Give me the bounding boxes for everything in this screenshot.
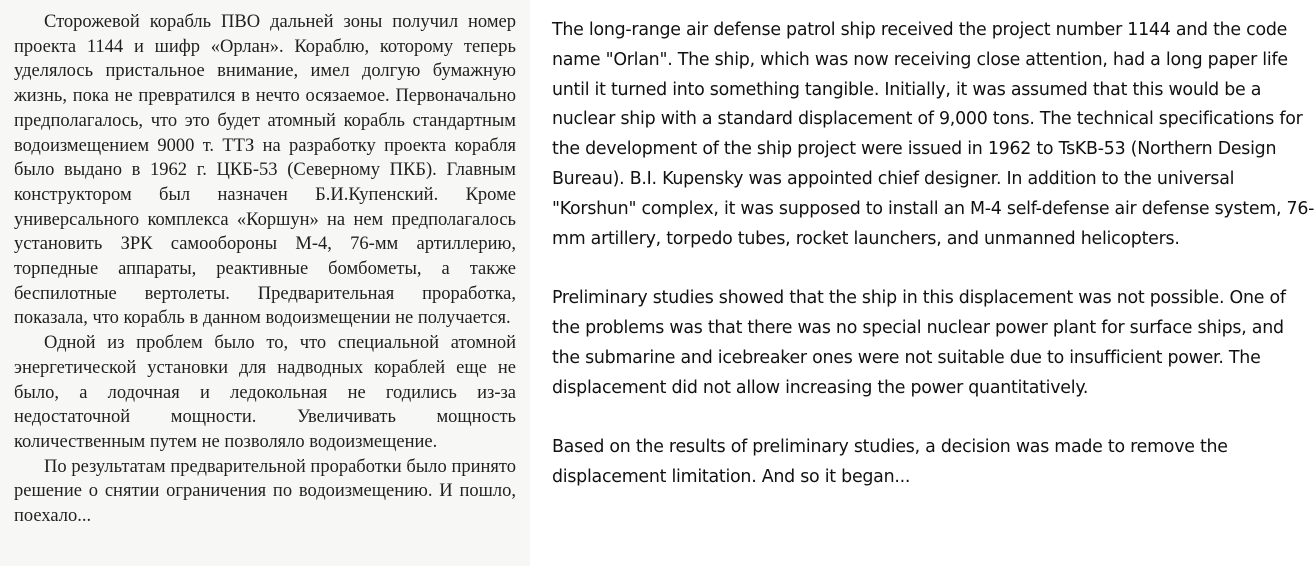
english-translation [530, 0, 1315, 566]
scanned-russian-text [0, 0, 530, 566]
english-paragraph-3: Based on the results of preliminary studies, a decision was made to remove the displacement limitation. And so it began... [552, 437, 1228, 487]
russian-paragraph-3: По результатам предварительной проработки было принято решение о снятии ограничения по водоизмещению. И пошло, поехало... [14, 456, 516, 527]
english-paragraph-1: The long-range air defense patrol ship received the project number 1144 and the code name "Orlan". The ship, which was now receiving close attention, had a long paper life until it turned into something tangible. Initially, it was assumed that this would be a nuclear ship with a standard displacement of 9,000 tons. The technical specifications for the development of the ship project were issued in 1962 to TsKB-53 (Northern Design Bureau). B.I. Kupensky was appointed chief designer. In addition to the universal "Korshun" complex, it was supposed to install an M-4 self-defense air defense system, 76-mm artillery, torpedo tubes, rocket launchers, and unmanned helicopters. [552, 20, 1315, 249]
russian-paragraph-2: Одной из проблем было то, что специальной атомной энергетической установки для надводных кораблей еще не было, а лодочная и ледокольная не годились из-за недостаточной мощности. Увеличивать мощность количественным путем не позволяло водоизмещение. [14, 333, 516, 452]
english-paragraph-2: Preliminary studies showed that the ship in this displacement was not possible. One of the problems was that there was no special nuclear power plant for surface ships, and the submarine and icebreaker ones were not suitable due to insufficient power. The displacement did not allow increasing the power quantitatively. [552, 288, 1286, 398]
russian-paragraph-1: Сторожевой корабль ПВО дальней зоны получил номер проекта 1144 и шифр «Орлан». Кораблю, которому теперь уделялось пристальное внимание, имел долгую бумажную жизнь, пока не превратился в нечто осязаемое. Первоначально предполагалось, что это будет атомный корабль стандартным водоизмещением 9000 т. ТТЗ на разработку проекта корабля было выдано в 1962 г. ЦКБ-53 (Северному ПКБ). Главным конструктором был назначен Б.И.Купенский. Кроме универсального комплекса «Коршун» на нем предполагалось установить ЗРК самообороны М-4, 76-мм артиллерию, торпедные аппараты, реактивные бомбометы, а также беспилотные вертолеты. Предварительная проработка, показала, что корабль в данном водоизмещении не получается. [14, 12, 516, 329]
